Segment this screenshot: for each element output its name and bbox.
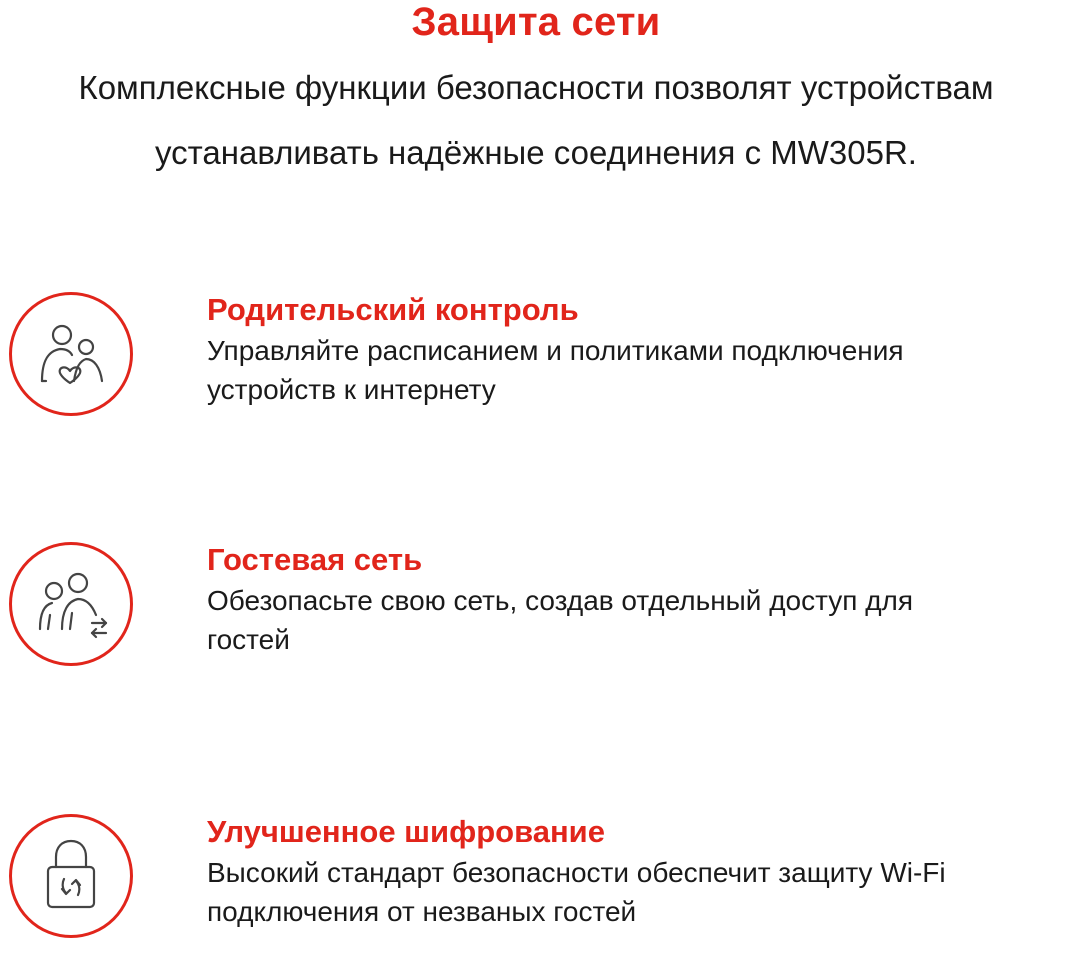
family-heart-icon — [9, 292, 133, 416]
feature-description — [207, 331, 904, 409]
feature-title: Родительский контроль — [207, 292, 579, 327]
intro-text-line-2: устанавливать надёжные соединения с MW305R. — [155, 134, 917, 171]
feature-description-line: Высокий стандарт безопасности обеспечит защиту Wi-Fi — [207, 857, 946, 888]
feature-description — [207, 581, 913, 659]
feature-title: Улучшенное шифрование — [207, 814, 605, 849]
intro-text-line-1: Комплексные функции безопасности позволят устройствам — [78, 69, 994, 106]
guest-users-icon — [9, 542, 133, 666]
feature-encryption — [0, 810, 1072, 970]
page-title: Защита сети — [411, 0, 661, 44]
feature-description-line: Управляйте расписанием и политиками подключения — [207, 335, 904, 366]
feature-description — [207, 853, 946, 931]
feature-description-line: устройств к интернету — [207, 374, 496, 405]
feature-title: Гостевая сеть — [207, 542, 423, 577]
feature-description-line: подключения от незваных гостей — [207, 896, 637, 927]
feature-parental-control — [0, 288, 1072, 448]
feature-description-line: гостей — [207, 624, 290, 655]
feature-description-line: Обезопасьте свою сеть, создав отдельный доступ для — [207, 585, 914, 616]
lock-encryption-icon — [9, 814, 133, 938]
feature-guest-network — [0, 538, 1072, 698]
